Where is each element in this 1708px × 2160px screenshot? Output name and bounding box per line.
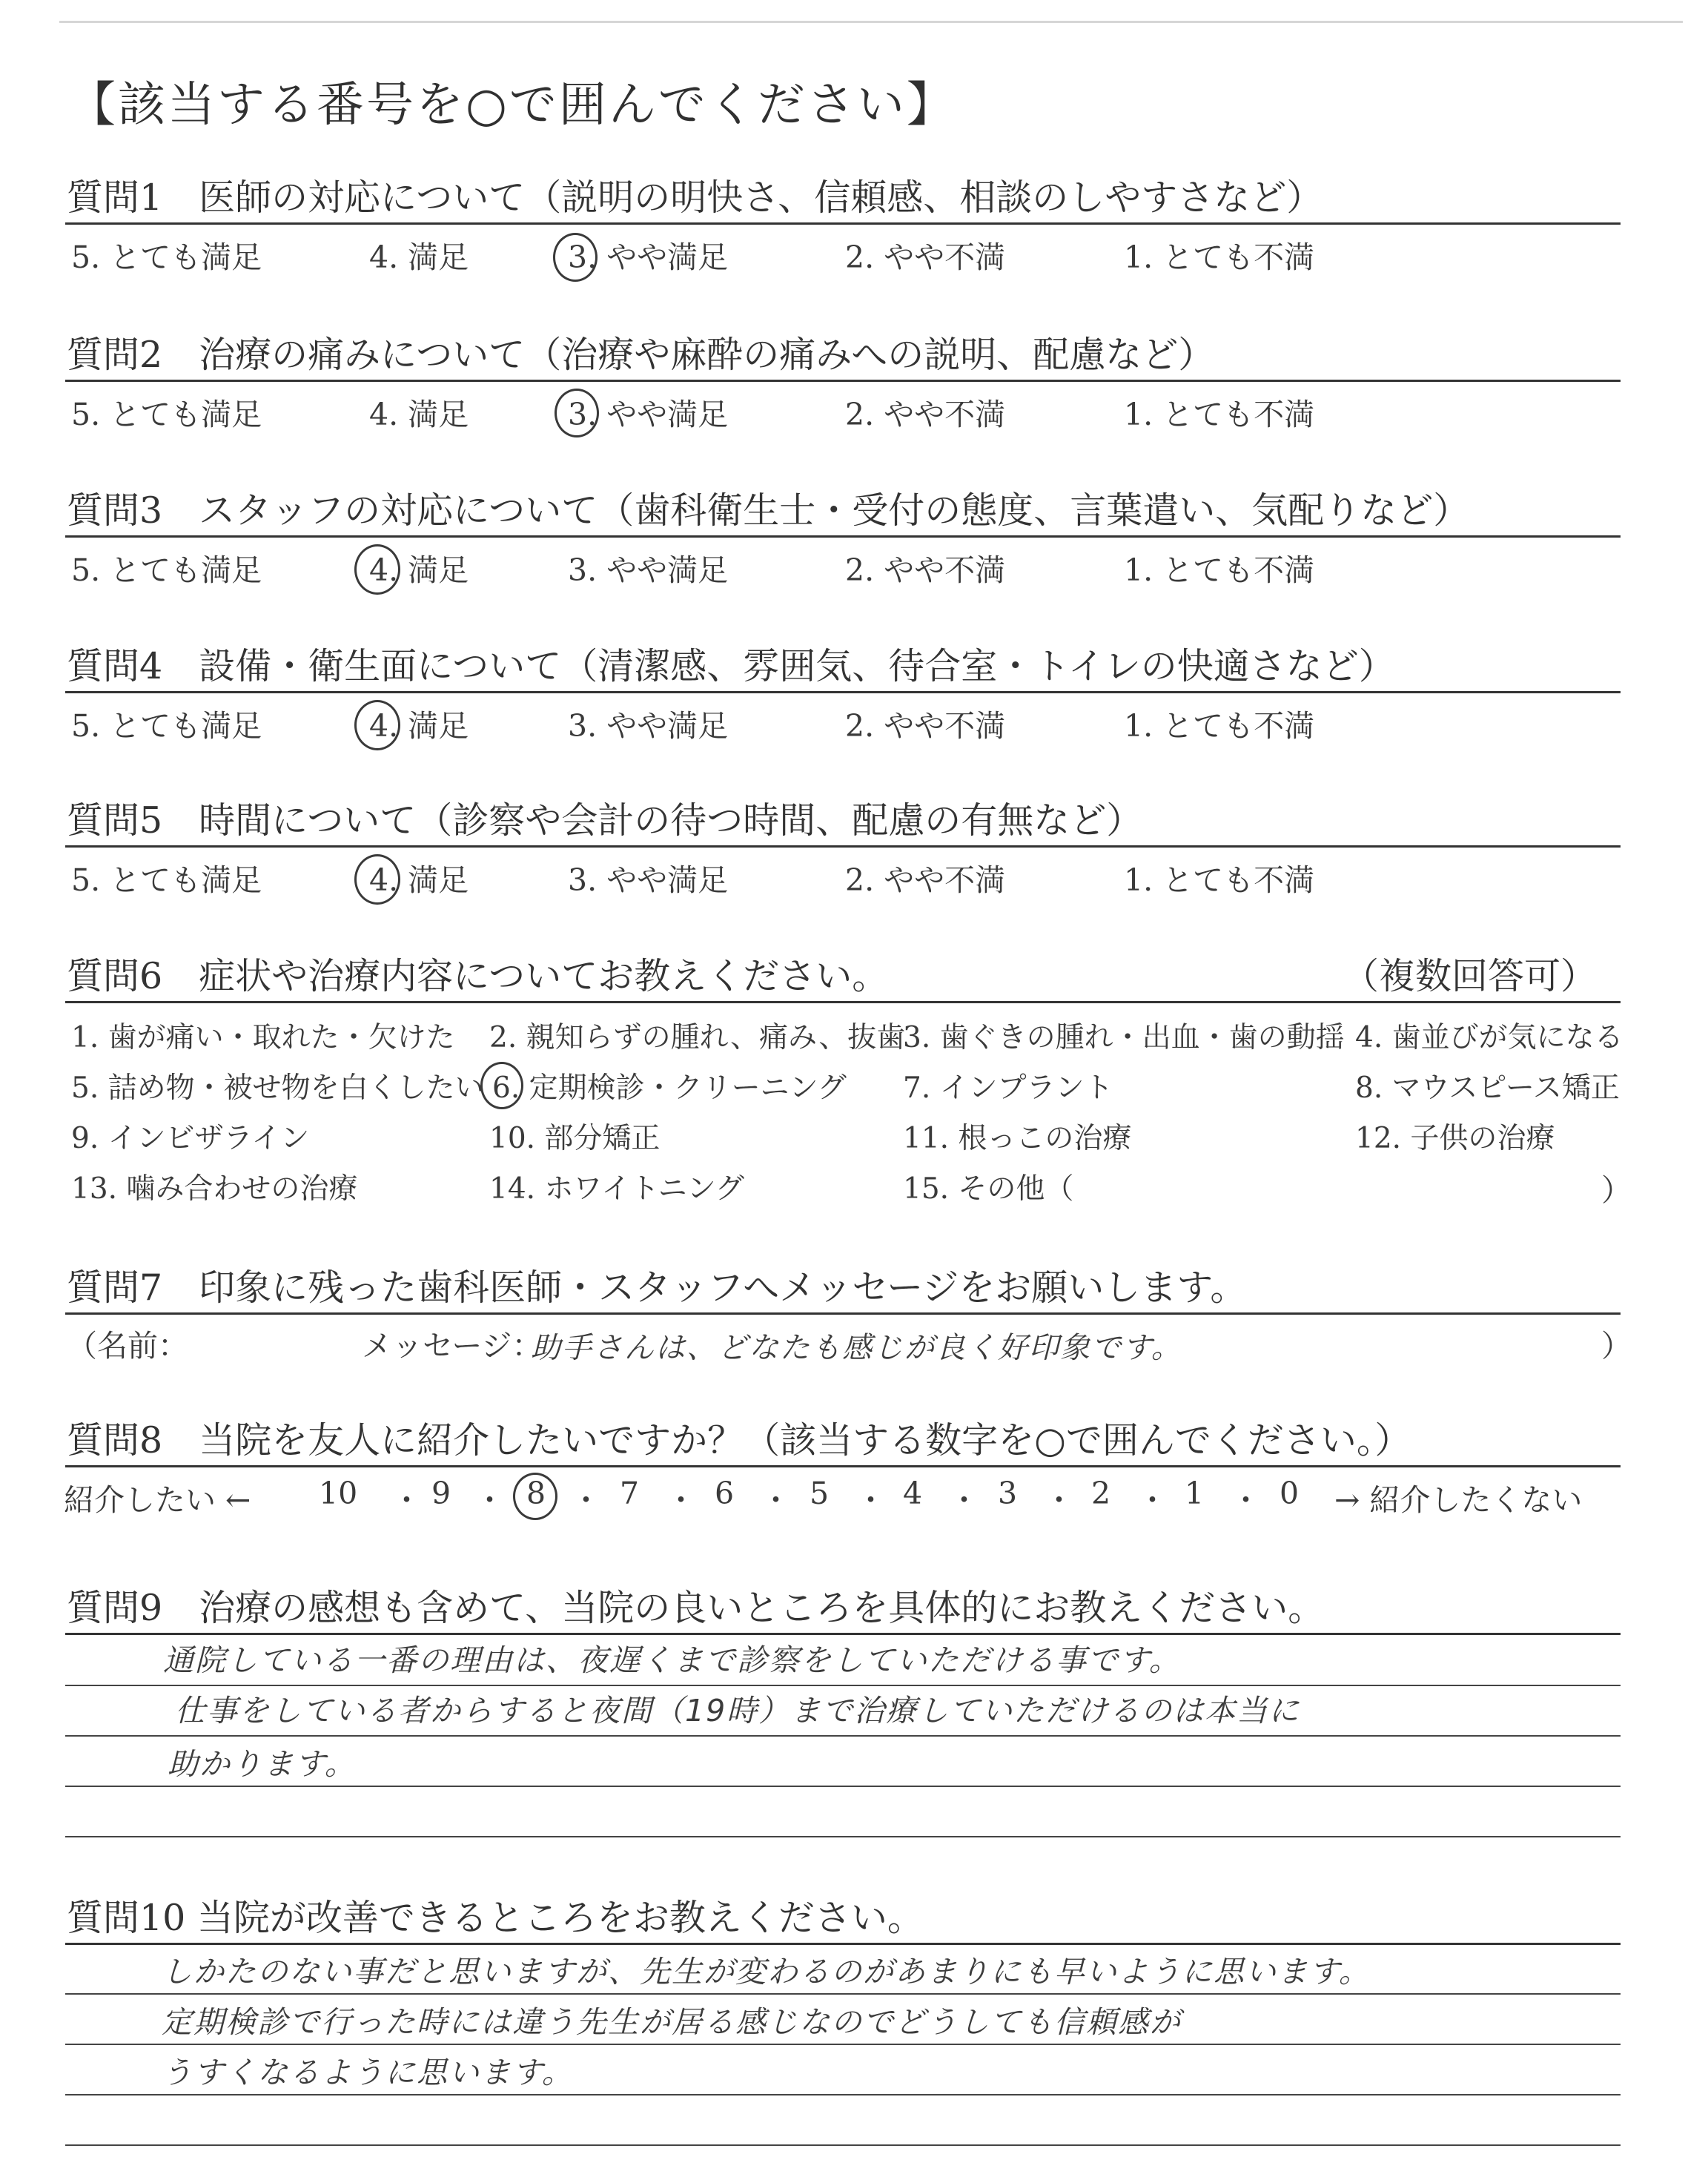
q8-scale-sep: ・ [855,1482,886,1518]
q6-title: 質問6 症状や治療内容についてお教えください。 [67,955,889,997]
q10-title: 質問10 当院が改善できるところをお教えください。 [67,1897,924,1939]
q4-option-4[interactable]: 4. 満足 [369,708,469,744]
q8-scale-sep: ・ [1044,1482,1074,1518]
q8-scale-sep: ・ [666,1482,696,1518]
q9-title: 質問9 治療の感想も含めて、当院の良いところを具体的にお教えください。 [67,1587,1325,1629]
q8-scale-6[interactable]: 6 [715,1476,735,1511]
q7-title: 質問7 印象に残った歯科医師・スタッフへメッセージをお願いします。 [67,1266,1247,1309]
q6-multiple-note: （複数回答可） [1342,955,1597,997]
q6-option-15[interactable]: 15. その他（ [903,1172,1074,1206]
q7-close-paren: ） [1601,1328,1632,1364]
q8-scale-9[interactable]: 9 [431,1476,451,1511]
q2-option-4[interactable]: 4. 満足 [369,397,469,432]
q6-option-10[interactable]: 10. 部分矯正 [489,1122,661,1155]
q8-left-label: 紹介したい ← [64,1482,251,1518]
q3-title: 質問3 スタッフの対応について（歯科衛生士・受付の態度、言葉遣い、気配りなど） [67,489,1470,532]
q4-title: 質問4 設備・衛生面について（清潔感、雰囲気、待合室・トイレの快適さなど） [67,645,1395,687]
q8-scale-sep: ・ [949,1482,979,1518]
q6-other-close-paren: ） [1601,1172,1632,1208]
q4-option-3[interactable]: 3. やや満足 [568,708,729,744]
q8-title: 質問8 当院を友人に紹介したいですか？（該当する数字を○で囲んでください。） [67,1419,1411,1462]
q9-rule [65,1633,1621,1635]
q5-title: 質問5 時間について（診察や会計の待つ時間、配慮の有無など） [67,799,1143,842]
q10-answer-line [65,2144,1621,2146]
q9-answer-line-2[interactable]: 仕事をしている者からすると夜間（19時）まで治療していただけるのは本当に [175,1693,1301,1728]
q8-scale-10[interactable]: 10 [319,1476,358,1511]
q6-option-14[interactable]: 14. ホワイトニング [489,1172,744,1206]
q10-answer-line-3[interactable]: うすくなるように思います。 [162,2055,574,2090]
q8-scale-sep: ・ [1231,1482,1261,1518]
q5-option-5[interactable]: 5. とても満足 [71,862,262,898]
q1-selected-circle [553,233,598,282]
q5-option-1[interactable]: 1. とても不満 [1124,862,1315,898]
q8-scale-3[interactable]: 3 [998,1476,1018,1511]
q2-title: 質問2 治療の痛みについて（治療や麻酔の痛みへの説明、配慮など） [67,334,1215,376]
q6-option-9[interactable]: 9. インビザライン [71,1122,310,1155]
page-header: 【該当する番号を○で囲んでください】 [68,78,956,133]
q4-option-2[interactable]: 2. やや不満 [845,708,1006,744]
q2-rule [65,380,1621,382]
q8-selected-circle [513,1473,557,1520]
q1-option-2[interactable]: 2. やや不満 [845,240,1006,275]
q5-rule [65,845,1621,848]
q10-answer-line [65,2044,1621,2045]
q4-selected-circle [354,700,400,750]
q6-option-11[interactable]: 11. 根っこの治療 [903,1122,1132,1155]
q8-scale-5[interactable]: 5 [810,1476,830,1511]
q8-scale-4[interactable]: 4 [903,1476,923,1511]
q8-right-label: → 紹介したくない [1334,1482,1583,1518]
q1-option-5[interactable]: 5. とても満足 [71,240,262,275]
q7-message-handwritten[interactable]: 助手さんは、どなたも感じが良く好印象です。 [531,1331,1182,1365]
q5-selected-circle [354,854,400,905]
q10-rule [65,1943,1621,1945]
q5-option-2[interactable]: 2. やや不満 [845,862,1006,898]
q8-scale-8[interactable]: 8 [526,1476,546,1511]
q7-rule [65,1312,1621,1315]
q3-option-2[interactable]: 2. やや不満 [845,552,1006,588]
q3-rule [65,535,1621,538]
q8-scale-sep: ・ [391,1482,422,1518]
q10-answer-line [65,1993,1621,1995]
q1-rule [65,222,1621,225]
q10-answer-line [65,2094,1621,2095]
q6-option-12[interactable]: 12. 子供の治療 [1355,1122,1555,1155]
q6-option-13[interactable]: 13. 噛み合わせの治療 [71,1172,358,1206]
q9-answer-line [65,1735,1621,1737]
q3-option-3[interactable]: 3. やや満足 [568,552,729,588]
q1-option-1[interactable]: 1. とても不満 [1124,240,1315,275]
q8-scale-sep: ・ [571,1482,601,1518]
q2-selected-circle [555,389,599,437]
q10-answer-line-2[interactable]: 定期検診で行った時には違う先生が居る感じなのでどうしても信頼感が [162,2004,1182,2040]
q8-scale-1[interactable]: 1 [1185,1476,1205,1511]
q8-scale-2[interactable]: 2 [1091,1476,1111,1511]
q9-answer-line-3[interactable]: 助かります。 [168,1746,357,1782]
q9-answer-line-1[interactable]: 通院している一番の理由は、夜遅くまで診察をしていただける事です。 [163,1642,1181,1678]
q3-option-1[interactable]: 1. とても不満 [1124,552,1315,588]
q6-option-2[interactable]: 2. 親知らずの腫れ、痛み、抜歯 [489,1021,906,1054]
q6-option-8[interactable]: 8. マウスピース矯正 [1355,1071,1620,1105]
q7-message-label: メッセージ： [362,1328,543,1364]
top-border [59,21,1683,23]
q8-scale-sep: ・ [761,1482,791,1518]
q2-option-2[interactable]: 2. やや不満 [845,397,1006,432]
q6-selected-circle [480,1062,523,1109]
q3-option-5[interactable]: 5. とても満足 [71,552,262,588]
q9-answer-line [65,1836,1621,1837]
q6-option-4[interactable]: 4. 歯並びが気になる [1355,1021,1623,1054]
q6-option-6[interactable]: 6. 定期検診・クリーニング [492,1071,847,1105]
q6-rule [65,1001,1621,1003]
q8-scale-7[interactable]: 7 [620,1476,640,1511]
q6-option-1[interactable]: 1. 歯が痛い・取れた・欠けた [71,1021,455,1054]
q8-scale-sep: ・ [474,1482,505,1518]
q6-option-3[interactable]: 3. 歯ぐきの腫れ・出血・歯の動揺 [903,1021,1345,1054]
q10-answer-line-1[interactable]: しかたのない事だと思いますが、先生が変わるのがあまりにも早いように思います。 [162,1954,1371,1989]
q7-name-label: （名前： [67,1328,188,1364]
q3-option-4[interactable]: 4. 満足 [369,552,469,588]
q8-scale-sep: ・ [1137,1482,1168,1518]
q4-rule [65,691,1621,693]
q1-option-4[interactable]: 4. 満足 [369,240,469,275]
q6-option-7[interactable]: 7. インプラント [903,1071,1113,1105]
q9-answer-line [65,1786,1621,1787]
q5-option-3[interactable]: 3. やや満足 [568,862,729,898]
q1-option-3[interactable]: 3. やや満足 [568,240,729,275]
q2-option-3[interactable]: 3. やや満足 [568,397,729,432]
q2-option-1[interactable]: 1. とても不満 [1124,397,1315,432]
q1-title: 質問1 医師の対応について（説明の明快さ、信頼感、相談のしやすさなど） [67,176,1323,219]
q4-option-1[interactable]: 1. とても不満 [1124,708,1315,744]
q8-scale-0[interactable]: 0 [1280,1476,1300,1511]
q4-option-5[interactable]: 5. とても満足 [71,708,262,744]
q3-selected-circle [354,544,400,595]
q8-rule [65,1465,1621,1467]
q5-option-4[interactable]: 4. 満足 [369,862,469,898]
q6-option-5[interactable]: 5. 詰め物・被せ物を白くしたい [71,1071,484,1105]
q2-option-5[interactable]: 5. とても満足 [71,397,262,432]
